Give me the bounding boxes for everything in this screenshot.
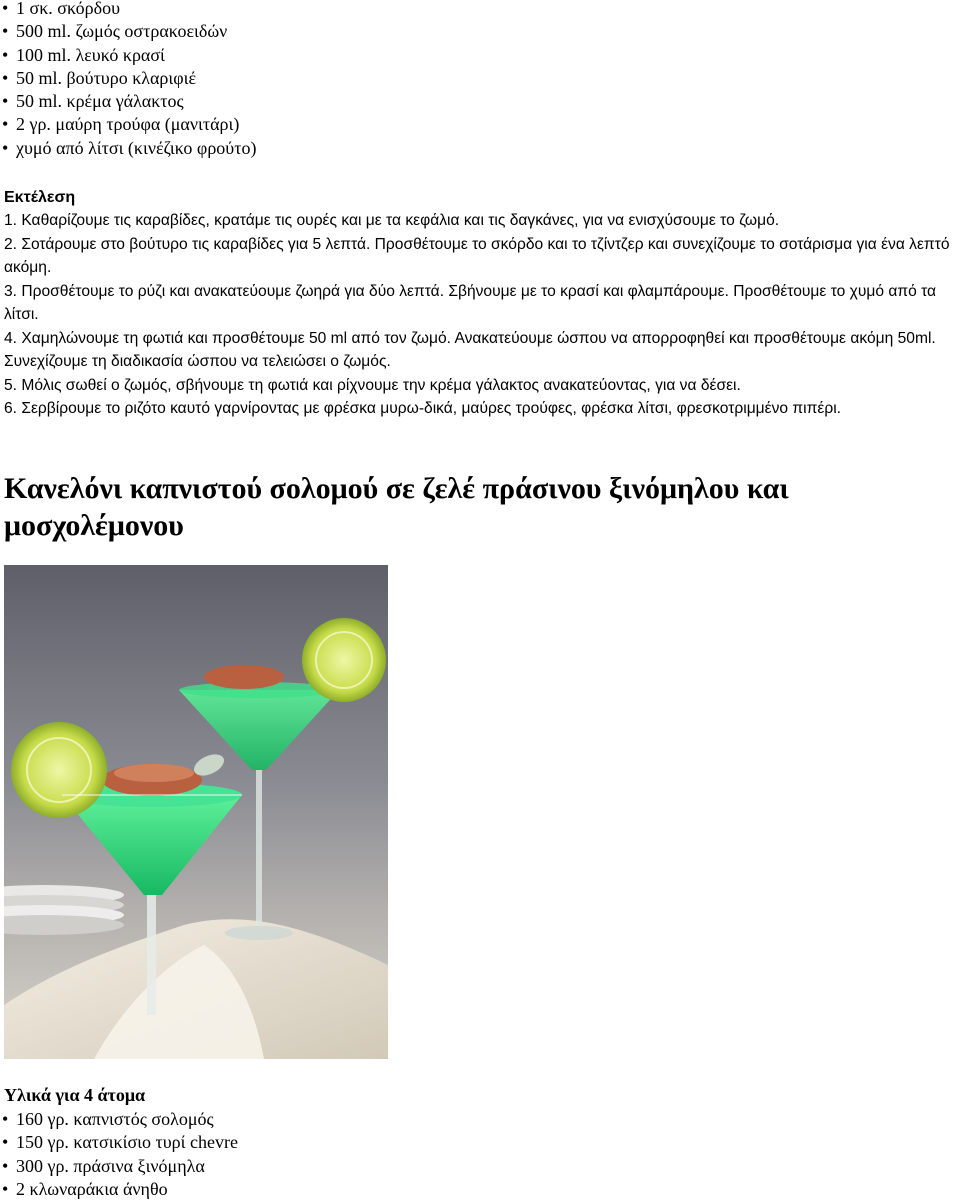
method-steps xyxy=(4,209,958,421)
ingredients-list-top xyxy=(0,0,960,160)
ingredients-list xyxy=(0,1108,960,1201)
list-item: • 150 γρ. κατσικίσιο τυρί chevre xyxy=(0,1131,960,1154)
list-item: • 1 σκ. σκόρδου xyxy=(0,0,960,20)
method-step: 3. Προσθέτουμε το ρύζι και ανακατεύουμε ζωηρά για δύο λεπτά. Σβήνουμε με το κρασί και φλαμπάρουμε. Προσθέτουμε το χυμό από τα λίτσι. xyxy=(4,282,937,323)
list-item: • 2 κλωναράκια άνηθο xyxy=(0,1178,960,1201)
list-item: • χυμό από λίτσι (κινέζικο φρούτο) xyxy=(0,137,960,160)
recipe-title: Κανελόνι καπνιστού σολομού σε ζελέ πράσινου ξινόμηλου και μοσχολέμονου xyxy=(4,472,789,542)
list-item: • 100 ml. λευκό κρασί xyxy=(0,44,960,67)
method-step: 4. Χαμηλώνουμε τη φωτιά και προσθέτουμε 50 ml από τον ζωμό. Ανακατεύουμε ώσπου να απορροφηθεί και προσθέτουμε ακόμη 50ml. Συνεχίζουμε τη διαδικασία ώσπου να τελειώσει ο ζωμός. xyxy=(4,329,936,370)
list-item: • 300 γρ. πράσινα ξινόμηλα xyxy=(0,1155,960,1178)
cocktail-glasses-illustration xyxy=(4,565,388,1059)
method-step: 2. Σοτάρουμε στο βούτυρο τις καραβίδες για 5 λεπτά. Προσθέτουμε το σκόρδο και το τζίντζερ και συνεχίζουμε το σοτάρισμα για ένα λεπτό ακόμη. xyxy=(4,235,950,276)
plates xyxy=(4,885,124,935)
list-item: • 50 ml. κρέμα γάλακτος xyxy=(0,90,960,113)
list-item: • 160 γρ. καπνιστός σολομός xyxy=(0,1108,960,1131)
method-heading: Εκτέλεση xyxy=(4,189,76,206)
recipe-photo xyxy=(4,565,388,1059)
list-item: • 50 ml. βούτυρο κλαριφιέ xyxy=(0,67,960,90)
list-item: • 2 γρ. μαύρη τρούφα (μανιτάρι) xyxy=(0,113,960,136)
method-step: 5. Μόλις σωθεί ο ζωμός, σβήνουμε τη φωτιά και ρίχνουμε την κρέμα γάλακτος ανακατεύοντας, για να δέσει. xyxy=(4,376,741,394)
list-item: • 500 ml. ζωμός οστρακοειδών xyxy=(0,20,960,43)
method-step: 6. Σερβίρουμε το ριζότο καυτό γαρνίροντας με φρέσκα μυρω-δικά, μαύρες τρούφες, φρέσκα λίτσι, φρεσκοτριμμένο πιπέρι. xyxy=(4,400,842,417)
ingredients-heading: Υλικά για 4 άτομα xyxy=(4,1085,146,1105)
method-step: 1. Καθαρίζουμε τις καραβίδες, κρατάμε τις ουρές και με τα κεφάλια και τις δαγκάνες, για να ενισχύσουμε το ζωμό. xyxy=(4,212,780,229)
